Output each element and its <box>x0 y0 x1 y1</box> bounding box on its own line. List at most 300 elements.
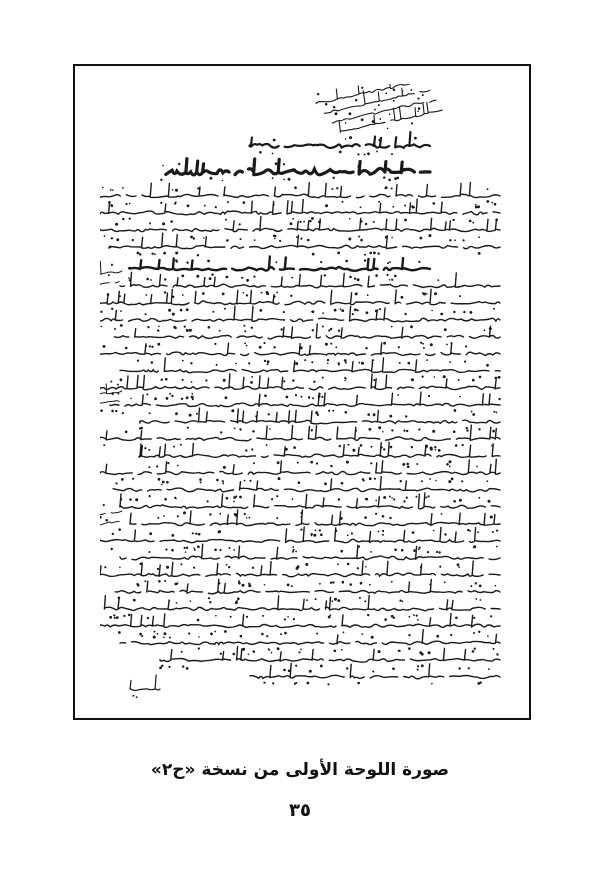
diacritic-dot <box>472 379 475 382</box>
diacritic-dot <box>312 329 314 331</box>
diacritic-dot <box>100 311 102 313</box>
diacritic-dot <box>394 549 397 552</box>
diacritic-dot <box>443 375 446 378</box>
diacritic-dot <box>321 396 323 398</box>
diacritic-dot <box>112 533 114 535</box>
diacritic-dot <box>185 551 187 553</box>
diacritic-dot <box>251 448 253 450</box>
manuscript-line <box>107 477 500 492</box>
diacritic-dot <box>455 617 458 620</box>
diacritic-dot <box>490 516 493 519</box>
diacritic-dot <box>344 359 347 362</box>
diacritic-dot <box>207 260 210 263</box>
diacritic-dot <box>398 650 400 652</box>
diacritic-dot <box>171 534 174 537</box>
diacritic-dot <box>267 363 269 365</box>
diacritic-dot <box>263 682 265 684</box>
diacritic-dot <box>291 585 293 587</box>
diacritic-dot <box>228 566 230 568</box>
diacritic-dot <box>433 530 435 532</box>
diacritic-dot <box>149 345 151 347</box>
manuscript-line <box>120 358 500 373</box>
diacritic-dot <box>449 239 451 241</box>
diacritic-dot <box>363 479 365 481</box>
diacritic-dot <box>348 238 351 241</box>
diacritic-dot <box>428 495 430 497</box>
diacritic-dot <box>212 311 214 313</box>
diacritic-dot <box>449 361 451 363</box>
diacritic-dot <box>346 667 348 669</box>
diacritic-dot <box>283 179 285 181</box>
diacritic-dot <box>379 118 381 120</box>
diacritic-dot <box>103 345 106 348</box>
diacritic-dot <box>347 444 349 446</box>
diacritic-dot <box>375 513 377 515</box>
diacritic-dot <box>364 516 367 519</box>
diacritic-dot <box>186 329 189 332</box>
diacritic-dot <box>494 203 497 206</box>
diacritic-dot <box>165 548 167 550</box>
diacritic-dot <box>364 154 366 156</box>
diacritic-dot <box>496 412 498 414</box>
diacritic-dot <box>197 545 200 548</box>
manuscript-line <box>160 647 500 663</box>
diacritic-dot <box>268 649 270 651</box>
diacritic-dot <box>199 478 202 481</box>
diacritic-dot <box>470 311 473 314</box>
diacritic-dot <box>334 112 338 116</box>
diacritic-dot <box>214 549 217 552</box>
diacritic-dot <box>177 465 179 467</box>
diacritic-dot <box>413 549 416 552</box>
diacritic-dot <box>117 383 119 385</box>
diacritic-dot <box>273 346 275 348</box>
diacritic-dot <box>429 584 431 586</box>
diacritic-dot <box>250 381 253 384</box>
diacritic-dot <box>157 517 159 519</box>
diacritic-dot <box>324 482 327 485</box>
diacritic-dot <box>417 619 419 621</box>
marginal-note-left <box>100 258 124 295</box>
diacritic-dot <box>377 252 379 254</box>
diacritic-dot <box>355 430 357 432</box>
diacritic-dot <box>222 293 225 296</box>
diacritic-dot <box>345 378 347 380</box>
diacritic-dot <box>266 291 269 294</box>
diacritic-dot <box>229 547 231 549</box>
diacritic-dot <box>238 582 241 585</box>
diacritic-dot <box>371 446 373 448</box>
diacritic-dot <box>153 636 156 639</box>
diacritic-dot <box>187 427 189 429</box>
diacritic-dot <box>360 206 362 208</box>
diacritic-dot <box>162 165 164 167</box>
diacritic-dot <box>453 500 456 503</box>
diacritic-dot <box>120 498 122 500</box>
diacritic-dot <box>337 252 340 255</box>
diacritic-dot <box>178 163 180 165</box>
diacritic-dot <box>406 463 409 466</box>
diacritic-dot <box>410 325 413 328</box>
diacritic-dot <box>216 364 218 366</box>
diacritic-dot <box>300 529 302 531</box>
diacritic-dot <box>224 630 227 633</box>
diacritic-dot <box>157 633 159 635</box>
diacritic-dot <box>387 127 389 129</box>
diacritic-dot <box>469 220 472 223</box>
manuscript-line <box>100 182 500 197</box>
diacritic-dot <box>253 462 255 464</box>
diacritic-dot <box>421 480 423 482</box>
diacritic-dot <box>101 326 103 328</box>
diacritic-dot <box>473 545 476 548</box>
diacritic-dot <box>191 393 193 395</box>
diacritic-dot <box>345 411 348 414</box>
diacritic-dot <box>148 449 150 451</box>
diacritic-dot <box>227 201 229 203</box>
diacritic-dot <box>459 499 462 502</box>
diacritic-dot <box>154 631 156 633</box>
diacritic-dot <box>458 379 460 381</box>
diacritic-dot <box>186 308 189 311</box>
diacritic-dot <box>459 396 461 398</box>
diacritic-dot <box>417 665 419 667</box>
diacritic-dot <box>182 379 184 381</box>
diacritic-dot <box>262 615 264 617</box>
diacritic-dot <box>137 252 140 255</box>
diacritic-dot <box>180 444 182 446</box>
diacritic-dot <box>269 428 271 430</box>
manuscript-line <box>100 374 500 390</box>
diacritic-dot <box>319 529 321 531</box>
diacritic-dot <box>475 204 477 206</box>
diacritic-dot <box>248 362 250 364</box>
diacritic-dot <box>230 616 232 618</box>
diacritic-dot <box>493 308 495 310</box>
diacritic-dot <box>458 566 460 568</box>
diacritic-dot <box>454 239 456 241</box>
diacritic-dot <box>340 308 342 310</box>
diacritic-dot <box>116 238 119 241</box>
diacritic-dot <box>160 179 162 181</box>
diacritic-dot <box>357 165 360 168</box>
diacritic-dot <box>276 517 278 519</box>
diacritic-dot <box>240 635 243 638</box>
diacritic-dot <box>416 615 418 617</box>
diacritic-dot <box>423 347 425 349</box>
manuscript-line <box>139 442 500 457</box>
diacritic-dot <box>467 529 469 531</box>
diacritic-dot <box>403 500 405 502</box>
diacritic-dot <box>175 189 178 192</box>
diacritic-dot <box>141 635 143 637</box>
diacritic-dot <box>181 651 183 653</box>
diacritic-dot <box>171 395 173 397</box>
diacritic-dot <box>337 599 340 602</box>
diacritic-dot <box>136 696 138 698</box>
diacritic-dot <box>495 377 498 380</box>
diacritic-dot <box>438 551 440 553</box>
diacritic-dot <box>431 310 433 312</box>
diacritic-dot <box>434 292 437 295</box>
diacritic-dot <box>233 549 235 551</box>
diacritic-dot <box>361 362 364 365</box>
diacritic-dot <box>132 695 134 697</box>
diacritic-dot <box>391 188 393 190</box>
diacritic-dot <box>312 253 315 256</box>
diacritic-dot <box>130 398 132 400</box>
diacritic-dot <box>315 598 317 600</box>
diacritic-dot <box>210 177 213 180</box>
diacritic-dot <box>408 647 411 650</box>
diacritic-dot <box>283 311 285 313</box>
diacritic-dot <box>361 633 363 635</box>
diacritic-dot <box>397 177 400 180</box>
diacritic-dot <box>414 137 417 140</box>
diacritic-dot <box>182 294 184 296</box>
diacritic-dot <box>472 650 475 653</box>
diacritic-dot <box>440 313 443 316</box>
diacritic-dot <box>406 430 408 432</box>
diacritic-dot <box>336 187 338 189</box>
diacritic-dot <box>389 415 392 418</box>
diacritic-dot <box>115 482 117 484</box>
diacritic-dot <box>148 466 150 468</box>
diacritic-dot <box>271 652 273 654</box>
diacritic-dot <box>341 649 343 651</box>
diacritic-dot <box>187 204 190 207</box>
marginal-note-stroke <box>338 98 443 133</box>
diacritic-dot <box>463 311 465 313</box>
diacritic-dot <box>349 136 353 140</box>
manuscript-line <box>120 544 500 560</box>
diacritic-dot <box>409 616 411 618</box>
diacritic-dot <box>311 311 313 313</box>
diacritic-dot <box>204 205 206 207</box>
diacritic-dot <box>391 153 393 155</box>
diacritic-dot <box>411 446 413 448</box>
diacritic-dot <box>391 581 393 583</box>
diacritic-dot <box>373 221 375 223</box>
diacritic-dot <box>357 567 359 569</box>
diacritic-dot <box>146 278 149 281</box>
diacritic-dot <box>484 329 486 331</box>
diacritic-dot <box>182 360 184 362</box>
diacritic-dot <box>493 648 495 650</box>
diacritic-dot <box>498 398 500 400</box>
diacritic-dot <box>392 206 394 208</box>
diacritic-dot <box>284 632 287 635</box>
diacritic-dot <box>319 583 321 585</box>
diacritic-dot <box>246 616 248 618</box>
diacritic-dot <box>147 617 149 619</box>
manuscript-line <box>100 459 500 474</box>
diacritic-dot <box>402 463 405 466</box>
diacritic-dot <box>164 580 166 582</box>
diacritic-dot <box>241 277 243 279</box>
diacritic-dot <box>203 237 205 239</box>
diacritic-dot <box>296 567 299 570</box>
diacritic-dot <box>435 449 437 451</box>
diacritic-dot <box>308 396 310 398</box>
manuscript-line <box>109 579 500 594</box>
diacritic-dot <box>151 346 153 348</box>
diacritic-dot <box>403 430 405 432</box>
diacritic-dot <box>328 616 331 619</box>
folio-mark <box>130 675 160 690</box>
diacritic-dot <box>189 329 192 332</box>
diacritic-dot <box>128 277 130 279</box>
diacritic-dot <box>169 600 171 602</box>
diacritic-dot <box>223 483 225 485</box>
diacritic-dot <box>338 330 340 332</box>
diacritic-dot <box>156 465 158 467</box>
diacritic-dot <box>325 204 328 207</box>
diacritic-dot <box>292 546 294 548</box>
diacritic-dot <box>322 326 324 328</box>
diacritic-dot <box>295 551 297 553</box>
diacritic-dot <box>259 346 262 349</box>
diacritic-dot <box>174 583 177 586</box>
diacritic-dot <box>286 396 289 399</box>
diacritic-dot <box>158 478 161 481</box>
diacritic-dot <box>486 480 488 482</box>
diacritic-dot <box>324 274 326 276</box>
diacritic-dot <box>360 582 363 585</box>
diacritic-dot <box>283 380 285 382</box>
diacritic-dot <box>209 277 212 280</box>
diacritic-dot <box>276 495 278 497</box>
diacritic-dot <box>267 360 270 363</box>
diacritic-dot <box>496 546 498 548</box>
diacritic-dot <box>273 139 276 142</box>
diacritic-dot <box>495 585 497 587</box>
diacritic-dot <box>311 361 313 363</box>
diacritic-dot <box>325 103 328 106</box>
diacritic-dot <box>175 252 178 255</box>
diacritic-dot <box>181 275 184 278</box>
diacritic-dot <box>239 496 242 499</box>
diacritic-dot <box>369 252 372 255</box>
diacritic-dot <box>253 276 255 278</box>
diacritic-dot <box>376 151 378 153</box>
diacritic-dot <box>349 583 352 586</box>
diacritic-dot <box>332 581 334 583</box>
diacritic-dot <box>292 498 294 500</box>
diacritic-dot <box>100 409 103 412</box>
diacritic-dot <box>133 599 136 602</box>
diacritic-dot <box>378 104 380 106</box>
diacritic-dot <box>139 253 141 255</box>
diacritic-dot <box>274 235 276 237</box>
diacritic-dot <box>418 428 420 430</box>
diacritic-dot <box>422 292 424 294</box>
diacritic-dot <box>162 222 165 225</box>
diacritic-dot <box>164 498 167 501</box>
diacritic-dot <box>125 431 128 434</box>
page-number: ٣٥ <box>289 800 311 821</box>
diacritic-dot <box>271 498 273 500</box>
diacritic-dot <box>418 261 420 263</box>
manuscript-image <box>100 84 510 704</box>
diacritic-dot <box>348 112 351 115</box>
diacritic-dot <box>315 411 318 414</box>
diacritic-dot <box>274 238 276 240</box>
diacritic-dot <box>490 615 492 617</box>
diacritic-dot <box>430 447 433 450</box>
diacritic-dot <box>248 654 250 656</box>
diacritic-dot <box>478 631 480 633</box>
diacritic-dot <box>428 395 430 397</box>
diacritic-dot <box>285 448 288 451</box>
diacritic-dot <box>401 296 404 299</box>
diacritic-dot <box>169 393 171 395</box>
diacritic-dot <box>144 447 146 449</box>
diacritic-dot <box>114 328 116 330</box>
diacritic-dot <box>345 138 347 140</box>
diacritic-dot <box>109 616 112 619</box>
diacritic-dot <box>202 292 205 295</box>
diacritic-dot <box>234 428 236 430</box>
book-title-heading <box>160 159 430 175</box>
diacritic-dot <box>115 223 118 226</box>
diacritic-dot <box>335 346 337 348</box>
diacritic-dot <box>235 363 237 365</box>
diacritic-dot <box>277 647 280 650</box>
diacritic-dot <box>472 413 475 416</box>
diacritic-dot <box>486 200 489 203</box>
manuscript-line <box>100 595 500 610</box>
diacritic-dot <box>448 480 451 483</box>
manuscript-line <box>100 614 500 628</box>
diacritic-dot <box>210 633 213 636</box>
diacritic-dot <box>292 218 294 220</box>
diacritic-dot <box>480 681 482 683</box>
diacritic-dot <box>488 500 491 503</box>
diacritic-dot <box>276 292 278 294</box>
diacritic-dot <box>374 478 376 480</box>
diacritic-dot <box>342 581 344 583</box>
diacritic-dot <box>167 462 169 464</box>
diacritic-dot <box>339 445 341 447</box>
diacritic-dot <box>340 550 343 553</box>
diacritic-dot <box>263 342 265 344</box>
diacritic-dot <box>383 342 386 345</box>
diacritic-dot <box>290 295 292 297</box>
diacritic-dot <box>226 276 229 279</box>
diacritic-dot <box>132 239 134 241</box>
diacritic-dot <box>273 204 275 206</box>
diacritic-dot <box>477 531 479 533</box>
marginal-note-top <box>338 98 444 141</box>
diacritic-dot <box>386 274 388 276</box>
diacritic-dot <box>154 397 157 400</box>
diacritic-dot <box>100 516 102 519</box>
diacritic-dot <box>354 278 356 280</box>
diacritic-dot <box>430 343 433 346</box>
diacritic-dot <box>328 410 330 412</box>
diacritic-dot <box>249 480 251 482</box>
diacritic-dot <box>449 460 452 463</box>
diacritic-dot <box>346 461 349 464</box>
diacritic-dot <box>276 261 278 263</box>
diacritic-dot <box>444 581 446 583</box>
diacritic-dot <box>304 359 306 361</box>
diacritic-dot <box>261 633 264 636</box>
diacritic-dot <box>254 239 256 241</box>
diacritic-dot <box>215 206 217 208</box>
diacritic-dot <box>290 222 293 225</box>
